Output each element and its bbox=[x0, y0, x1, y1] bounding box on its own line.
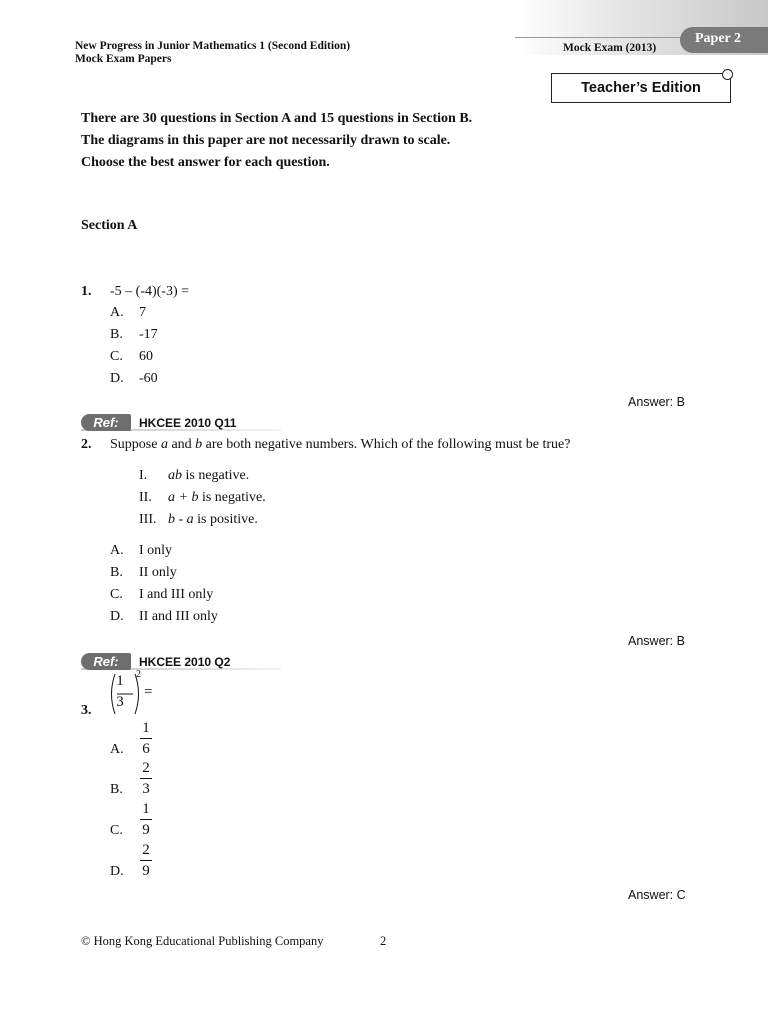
q2-option-d-letter: D. bbox=[110, 609, 124, 624]
q1-option-b: -17 bbox=[139, 327, 158, 342]
q2-text-part: Suppose bbox=[110, 437, 161, 452]
ref-badge: Ref: bbox=[81, 414, 131, 431]
q3-option-c-fraction bbox=[140, 800, 152, 839]
book-title: New Progress in Junior Mathematics 1 (Second Edition) bbox=[75, 40, 351, 52]
fraction-bar bbox=[140, 819, 152, 820]
numerator: 1 bbox=[142, 801, 150, 817]
q1-option-a: 7 bbox=[139, 305, 146, 320]
q3-equals: = bbox=[144, 684, 153, 700]
q2-statement-2 bbox=[168, 490, 266, 506]
q3-option-c-letter: C. bbox=[110, 823, 123, 838]
q2-statement-expr: a + b bbox=[168, 490, 199, 505]
q3-numerator: 1 bbox=[116, 673, 124, 689]
q2-option-a-letter: A. bbox=[110, 543, 124, 558]
header-book-info bbox=[75, 40, 350, 66]
question-2-number: 2. bbox=[81, 437, 92, 452]
q3-option-a-letter: A. bbox=[110, 742, 124, 757]
q2-option-c-letter: C. bbox=[110, 587, 123, 602]
q2-option-b-letter: B. bbox=[110, 565, 123, 580]
right-paren bbox=[135, 674, 139, 714]
q1-option-b-letter: B. bbox=[110, 327, 123, 342]
q3-answer: Answer: C bbox=[628, 888, 686, 902]
q2-text-part: are both negative numbers. Which of the following must be true? bbox=[202, 437, 571, 452]
q1-answer: Answer: B bbox=[628, 395, 685, 409]
q3-option-d-fraction bbox=[140, 841, 152, 880]
numerator: 1 bbox=[142, 720, 150, 736]
q2-var-a: a bbox=[160, 437, 168, 452]
q2-statement-expr: b - a bbox=[168, 512, 194, 527]
q2-option-d: II and III only bbox=[139, 609, 218, 624]
q3-option-b-letter: B. bbox=[110, 782, 123, 797]
q2-option-c: I and III only bbox=[139, 587, 214, 602]
copyright: © Hong Kong Educational Publishing Company bbox=[81, 934, 324, 948]
q2-text-part: and bbox=[167, 437, 196, 452]
numerator: 2 bbox=[142, 760, 150, 776]
question-1-number: 1. bbox=[81, 284, 92, 299]
q2-statement-expr: ab bbox=[168, 468, 182, 483]
exam-title: Mock Exam (2013) bbox=[563, 42, 657, 54]
q1-option-c-letter: C. bbox=[110, 349, 123, 364]
teacher-edition-banner bbox=[551, 73, 731, 103]
fraction-bar bbox=[140, 778, 152, 779]
q2-statement-3-roman: III. bbox=[139, 512, 157, 527]
question-3-number: 3. bbox=[81, 703, 92, 718]
q2-statement-rest: is negative. bbox=[182, 468, 250, 483]
paper-label: Paper 2 bbox=[695, 31, 742, 46]
q2-var-b: b bbox=[195, 437, 203, 452]
denominator: 3 bbox=[142, 781, 150, 797]
fraction-bar bbox=[140, 860, 152, 861]
q1-option-c: 60 bbox=[139, 349, 153, 364]
q2-statement-1 bbox=[168, 468, 249, 484]
q2-statement-1-roman: I. bbox=[139, 468, 148, 483]
ref-badge: Ref: bbox=[81, 653, 131, 670]
fraction-bar bbox=[140, 738, 152, 739]
scroll-curl-icon bbox=[722, 69, 733, 80]
q3-option-d-letter: D. bbox=[110, 864, 124, 879]
q2-statement-3 bbox=[168, 512, 258, 528]
q2-statement-rest: is positive. bbox=[193, 512, 258, 527]
instruction-line: Choose the best answer for each question. bbox=[81, 155, 330, 170]
q3-denominator: 3 bbox=[116, 694, 124, 710]
teacher-edition-label: Teacher’s Edition bbox=[581, 80, 701, 96]
q2-option-a: I only bbox=[139, 543, 173, 558]
q3-exponent: 2 bbox=[136, 669, 141, 680]
ref-source: HKCEE 2010 Q11 bbox=[139, 416, 237, 430]
q1-option-a-letter: A. bbox=[110, 305, 124, 320]
q3-option-b-fraction bbox=[140, 759, 152, 798]
section-title: Section A bbox=[81, 218, 138, 233]
question-2-text bbox=[110, 437, 570, 453]
denominator: 6 bbox=[142, 741, 150, 757]
denominator: 9 bbox=[142, 863, 150, 879]
q1-option-d-letter: D. bbox=[110, 371, 124, 386]
instructions bbox=[81, 108, 472, 174]
ref-source: HKCEE 2010 Q2 bbox=[139, 655, 231, 669]
book-subtitle: Mock Exam Papers bbox=[75, 53, 172, 65]
instruction-line: There are 30 questions in Section A and 15 questions in Section B. bbox=[81, 111, 473, 126]
page-number: 2 bbox=[380, 934, 387, 948]
q2-option-b: II only bbox=[139, 565, 177, 580]
numerator: 2 bbox=[142, 842, 150, 858]
q3-option-a-fraction bbox=[140, 719, 152, 758]
q2-statement-rest: is negative. bbox=[198, 490, 266, 505]
instruction-line: The diagrams in this paper are not necessarily drawn to scale. bbox=[81, 133, 451, 148]
denominator: 9 bbox=[142, 822, 150, 838]
question-1-text: -5 – (-4)(-3) = bbox=[110, 284, 190, 299]
q1-option-d: -60 bbox=[139, 371, 158, 386]
q2-statement-2-roman: II. bbox=[139, 490, 152, 505]
q2-answer: Answer: B bbox=[628, 634, 685, 648]
